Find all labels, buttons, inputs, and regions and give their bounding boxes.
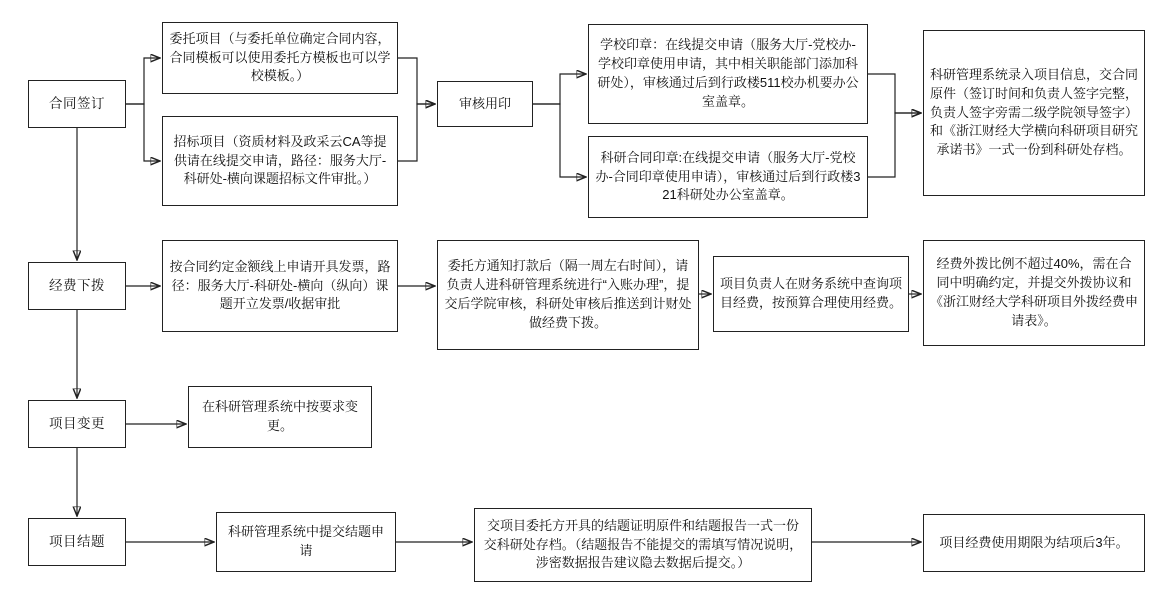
edge-bidding-to-review	[398, 104, 435, 161]
stage-project-change: 项目变更	[28, 400, 126, 448]
box-payment-processing: 委托方通知打款后（隔一周左右时间），请负责人进科研管理系统进行“入账办理”，提交后学院审核，科研处审核后推送到计财处做经费下拨。	[437, 240, 699, 350]
box-bidding-project: 招标项目（资质材料及政采云CA等提供请在线提交申请，路径：服务大厅-科研处-横向课题招标文件审批。）	[162, 116, 398, 206]
box-change-request: 在科研管理系统中按要求变更。	[188, 386, 372, 448]
box-funds-validity: 项目经费使用期限为结项后3年。	[923, 514, 1145, 572]
edge-entrusted-to-review	[398, 58, 435, 104]
box-system-entry: 科研管理系统录入项目信息，交合同原件（签订时间和负责人签字完整，负责人签字旁需二级学院领导签字）和《浙江财经大学横向科研项目研究承诺书》一式一份到科研处存档。	[923, 30, 1145, 196]
box-completion-application: 科研管理系统中提交结题申请	[216, 512, 396, 572]
box-completion-documents: 交项目委托方开具的结题证明原件和结题报告一式一份交科研处存档。（结题报告不能提交的需填写情况说明，涉密数据报告建议隐去数据后提交。）	[474, 508, 812, 582]
edge-contract-to-entrusted	[126, 58, 160, 104]
box-review-and-seal: 审核用印	[437, 81, 533, 127]
box-research-contract-seal: 科研合同印章:在线提交申请（服务大厅-党校办-合同印章使用申请），审核通过后到行政楼321科研处办公室盖章。	[588, 136, 868, 218]
edge-review-to-contract-seal	[533, 104, 586, 177]
box-invoice-application: 按合同约定金额线上申请开具发票，路径：服务大厅-科研处-横向（纵向）课题开立发票/收据审批	[162, 240, 398, 332]
stage-contract-signing: 合同签订	[28, 80, 126, 128]
stage-funds-allocation: 经费下拨	[28, 262, 126, 310]
edge-contract-seal-to-system	[868, 113, 921, 177]
box-external-allocation: 经费外拨比例不超过40%，需在合同中明确约定，并提交外拨协议和《浙江财经大学科研项目外拨经费申请表》。	[923, 240, 1145, 346]
edge-review-to-school-seal	[533, 74, 586, 104]
box-finance-query: 项目负责人在财务系统中查询项目经费，按预算合理使用经费。	[713, 256, 909, 332]
box-entrusted-project: 委托项目（与委托单位确定合同内容，合同模板可以使用委托方模板也可以学校模板。）	[162, 22, 398, 94]
edge-contract-to-bidding	[126, 104, 160, 161]
stage-project-completion: 项目结题	[28, 518, 126, 566]
box-school-seal: 学校印章：在线提交申请（服务大厅-党校办-学校印章使用申请，其中相关职能部门添加科研处），审核通过后到行政楼511校办机要办公室盖章。	[588, 24, 868, 124]
edge-school-seal-to-system	[868, 74, 921, 113]
